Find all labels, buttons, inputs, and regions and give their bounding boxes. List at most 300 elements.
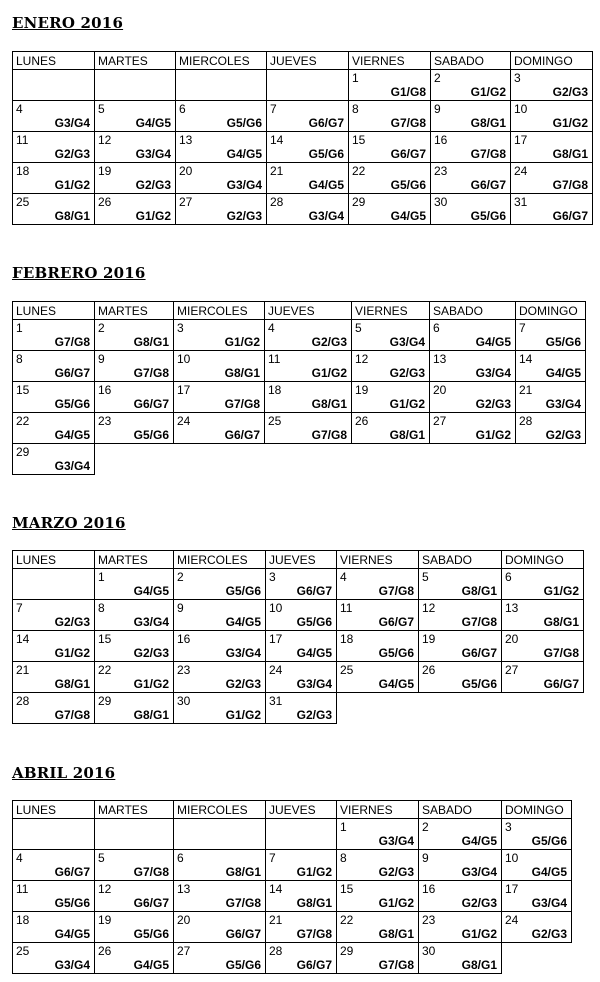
day-cell bbox=[266, 881, 337, 912]
calendar-filler bbox=[419, 693, 502, 724]
group-pair: G1/G2 bbox=[543, 584, 579, 598]
weekday-header-lunes: LUNES bbox=[13, 801, 95, 819]
group-pair: G3/G4 bbox=[461, 865, 497, 879]
group-pair: G1/G2 bbox=[461, 927, 497, 941]
day-number: 25 bbox=[16, 195, 30, 209]
empty-day-cell bbox=[13, 819, 95, 850]
calendar-filler bbox=[502, 943, 572, 974]
day-cell bbox=[511, 163, 593, 194]
day-cell bbox=[95, 163, 176, 194]
day-cell bbox=[174, 693, 266, 724]
group-pair: G7/G8 bbox=[378, 958, 414, 972]
group-pair: G3/G4 bbox=[308, 209, 344, 223]
day-cell bbox=[95, 194, 176, 225]
day-number: 7 bbox=[270, 102, 277, 116]
group-pair: G1/G2 bbox=[296, 865, 332, 879]
day-cell bbox=[430, 413, 516, 444]
day-cell bbox=[267, 101, 349, 132]
group-pair: G1/G8 bbox=[390, 85, 426, 99]
day-number: 24 bbox=[505, 913, 519, 927]
day-number: 12 bbox=[98, 133, 112, 147]
day-number: 17 bbox=[505, 882, 519, 896]
day-number: 30 bbox=[422, 944, 436, 958]
day-number: 22 bbox=[98, 663, 112, 677]
group-pair: G8/G1 bbox=[389, 428, 425, 442]
weekday-header-lunes: LUNES bbox=[13, 302, 95, 320]
day-number: 26 bbox=[355, 414, 369, 428]
calendar-table-enero bbox=[12, 51, 593, 225]
day-cell bbox=[13, 163, 95, 194]
calendar-table-abril bbox=[12, 800, 572, 974]
group-pair: G6/G7 bbox=[54, 865, 90, 879]
group-pair: G5/G6 bbox=[54, 397, 90, 411]
day-number: 17 bbox=[269, 632, 283, 646]
day-number: 4 bbox=[16, 851, 23, 865]
day-cell bbox=[174, 351, 265, 382]
day-number: 12 bbox=[355, 352, 369, 366]
day-number: 11 bbox=[340, 601, 353, 615]
group-pair: G8/G1 bbox=[224, 366, 260, 380]
day-number: 10 bbox=[505, 851, 519, 865]
day-cell bbox=[502, 912, 572, 943]
week-row bbox=[13, 631, 584, 662]
day-cell bbox=[267, 163, 349, 194]
day-cell bbox=[502, 881, 572, 912]
week-row bbox=[13, 943, 572, 974]
week-row bbox=[13, 320, 586, 351]
day-number: 14 bbox=[270, 133, 284, 147]
day-cell bbox=[267, 132, 349, 163]
group-pair: G8/G1 bbox=[552, 147, 588, 161]
group-pair: G6/G7 bbox=[543, 677, 579, 691]
day-number: 28 bbox=[269, 944, 283, 958]
week-row bbox=[13, 662, 584, 693]
day-cell bbox=[95, 881, 174, 912]
group-pair: G1/G2 bbox=[225, 708, 261, 722]
day-cell bbox=[337, 631, 419, 662]
day-number: 13 bbox=[177, 882, 191, 896]
day-number: 3 bbox=[505, 820, 512, 834]
day-cell bbox=[13, 693, 95, 724]
day-number: 9 bbox=[434, 102, 441, 116]
group-pair: G7/G8 bbox=[378, 584, 414, 598]
day-number: 25 bbox=[340, 663, 354, 677]
day-number: 1 bbox=[340, 820, 347, 834]
day-cell bbox=[419, 819, 502, 850]
weekday-header-martes: MARTES bbox=[95, 52, 176, 70]
day-cell bbox=[13, 600, 95, 631]
day-cell bbox=[337, 881, 419, 912]
group-pair: G6/G7 bbox=[225, 927, 261, 941]
day-cell bbox=[174, 320, 265, 351]
group-pair: G8/G1 bbox=[225, 865, 261, 879]
group-pair: G6/G7 bbox=[308, 116, 344, 130]
day-number: 29 bbox=[340, 944, 354, 958]
group-pair: G8/G1 bbox=[461, 584, 497, 598]
day-cell bbox=[349, 163, 431, 194]
day-number: 3 bbox=[269, 570, 276, 584]
day-number: 26 bbox=[422, 663, 436, 677]
day-cell bbox=[502, 850, 572, 881]
group-pair: G4/G5 bbox=[133, 958, 169, 972]
day-cell bbox=[337, 912, 419, 943]
day-number: 12 bbox=[422, 601, 436, 615]
group-pair: G4/G5 bbox=[531, 865, 567, 879]
day-number: 17 bbox=[177, 383, 191, 397]
group-pair: G2/G3 bbox=[389, 366, 425, 380]
day-cell bbox=[174, 631, 266, 662]
weekday-header-jueves: JUEVES bbox=[266, 551, 337, 569]
group-pair: G6/G7 bbox=[470, 178, 506, 192]
day-number: 14 bbox=[519, 352, 533, 366]
group-pair: G2/G3 bbox=[133, 646, 169, 660]
day-cell bbox=[174, 569, 266, 600]
day-number: 8 bbox=[98, 601, 105, 615]
calendar-filler bbox=[174, 444, 265, 475]
day-cell bbox=[95, 320, 174, 351]
day-cell bbox=[174, 413, 265, 444]
group-pair: G1/G2 bbox=[475, 428, 511, 442]
group-pair: G1/G2 bbox=[54, 646, 90, 660]
day-number: 16 bbox=[177, 632, 191, 646]
day-number: 4 bbox=[16, 102, 23, 116]
day-cell bbox=[431, 70, 511, 101]
weekday-header-martes: MARTES bbox=[95, 801, 174, 819]
day-cell bbox=[95, 382, 174, 413]
week-row bbox=[13, 163, 593, 194]
day-cell bbox=[265, 413, 352, 444]
day-cell bbox=[502, 569, 584, 600]
calendar-filler bbox=[516, 444, 586, 475]
day-cell bbox=[502, 600, 584, 631]
day-cell bbox=[337, 819, 419, 850]
group-pair: G4/G5 bbox=[390, 209, 426, 223]
day-cell bbox=[266, 912, 337, 943]
day-cell bbox=[95, 850, 174, 881]
day-number: 10 bbox=[177, 352, 191, 366]
weekday-header-sabado: SABADO bbox=[431, 52, 511, 70]
group-pair: G2/G3 bbox=[545, 428, 581, 442]
group-pair: G6/G7 bbox=[296, 958, 332, 972]
day-number: 30 bbox=[434, 195, 448, 209]
day-cell bbox=[337, 943, 419, 974]
day-number: 18 bbox=[268, 383, 282, 397]
weekday-header-jueves: JUEVES bbox=[266, 801, 337, 819]
day-cell bbox=[174, 662, 266, 693]
day-cell bbox=[176, 132, 267, 163]
group-pair: G4/G5 bbox=[226, 147, 262, 161]
day-cell bbox=[430, 320, 516, 351]
day-cell bbox=[419, 600, 502, 631]
day-cell bbox=[265, 382, 352, 413]
day-number: 4 bbox=[268, 321, 275, 335]
day-number: 6 bbox=[179, 102, 186, 116]
group-pair: G8/G1 bbox=[543, 615, 579, 629]
group-pair: G2/G3 bbox=[378, 865, 414, 879]
group-pair: G6/G7 bbox=[224, 428, 260, 442]
weekday-header-miercoles: MIERCOLES bbox=[174, 801, 266, 819]
day-number: 19 bbox=[422, 632, 436, 646]
day-cell bbox=[95, 569, 174, 600]
day-number: 23 bbox=[434, 164, 448, 178]
day-number: 2 bbox=[422, 820, 429, 834]
day-cell bbox=[95, 600, 174, 631]
group-pair: G7/G8 bbox=[311, 428, 347, 442]
day-cell bbox=[502, 631, 584, 662]
group-pair: G8/G1 bbox=[133, 335, 169, 349]
day-number: 8 bbox=[352, 102, 359, 116]
day-number: 19 bbox=[98, 913, 112, 927]
day-number: 31 bbox=[514, 195, 528, 209]
day-cell bbox=[176, 194, 267, 225]
day-cell bbox=[266, 569, 337, 600]
day-number: 26 bbox=[98, 944, 112, 958]
day-cell bbox=[511, 70, 593, 101]
day-cell bbox=[95, 413, 174, 444]
group-pair: G4/G5 bbox=[461, 834, 497, 848]
group-pair: G3/G4 bbox=[296, 677, 332, 691]
weekday-header-sabado: SABADO bbox=[430, 302, 516, 320]
day-number: 19 bbox=[355, 383, 369, 397]
day-cell bbox=[13, 194, 95, 225]
group-pair: G6/G7 bbox=[133, 896, 169, 910]
day-number: 3 bbox=[177, 321, 184, 335]
group-pair: G5/G6 bbox=[470, 209, 506, 223]
group-pair: G4/G5 bbox=[475, 335, 511, 349]
group-pair: G6/G7 bbox=[390, 147, 426, 161]
day-cell bbox=[265, 351, 352, 382]
group-pair: G1/G2 bbox=[470, 85, 506, 99]
day-cell bbox=[516, 351, 586, 382]
day-number: 29 bbox=[352, 195, 366, 209]
group-pair: G7/G8 bbox=[461, 615, 497, 629]
day-number: 1 bbox=[98, 570, 105, 584]
day-cell bbox=[266, 600, 337, 631]
group-pair: G6/G7 bbox=[378, 615, 414, 629]
day-cell bbox=[266, 850, 337, 881]
day-number: 6 bbox=[177, 851, 184, 865]
day-number: 21 bbox=[269, 913, 283, 927]
group-pair: G3/G4 bbox=[54, 116, 90, 130]
day-number: 5 bbox=[422, 570, 429, 584]
day-number: 8 bbox=[16, 352, 23, 366]
weekday-header-domingo: DOMINGO bbox=[511, 52, 593, 70]
weekday-header-viernes: VIERNES bbox=[352, 302, 430, 320]
calendar-table-marzo bbox=[12, 550, 584, 724]
day-cell bbox=[176, 101, 267, 132]
week-row bbox=[13, 569, 584, 600]
day-cell bbox=[13, 351, 95, 382]
day-cell bbox=[267, 194, 349, 225]
group-pair: G5/G6 bbox=[226, 116, 262, 130]
day-cell bbox=[352, 351, 430, 382]
day-cell bbox=[419, 569, 502, 600]
month-title-febrero: FEBRERO 2016 bbox=[12, 264, 146, 282]
day-number: 30 bbox=[177, 694, 191, 708]
day-cell bbox=[13, 943, 95, 974]
day-cell bbox=[13, 382, 95, 413]
day-number: 29 bbox=[98, 694, 112, 708]
group-pair: G1/G2 bbox=[224, 335, 260, 349]
group-pair: G4/G5 bbox=[308, 178, 344, 192]
day-number: 6 bbox=[433, 321, 440, 335]
day-cell bbox=[266, 631, 337, 662]
weekday-header-miercoles: MIERCOLES bbox=[176, 52, 267, 70]
group-pair: G4/G5 bbox=[545, 366, 581, 380]
day-cell bbox=[352, 382, 430, 413]
day-number: 10 bbox=[269, 601, 283, 615]
day-cell bbox=[266, 693, 337, 724]
group-pair: G8/G1 bbox=[133, 708, 169, 722]
group-pair: G7/G8 bbox=[552, 178, 588, 192]
group-pair: G2/G3 bbox=[461, 896, 497, 910]
group-pair: G3/G4 bbox=[54, 459, 90, 473]
group-pair: G4/G5 bbox=[296, 646, 332, 660]
group-pair: G7/G8 bbox=[296, 927, 332, 941]
day-cell bbox=[265, 320, 352, 351]
day-number: 7 bbox=[269, 851, 276, 865]
day-number: 15 bbox=[340, 882, 354, 896]
weekday-header-martes: MARTES bbox=[95, 302, 174, 320]
day-number: 19 bbox=[98, 164, 112, 178]
day-cell bbox=[349, 194, 431, 225]
day-number: 26 bbox=[98, 195, 112, 209]
day-cell bbox=[349, 101, 431, 132]
month-title-marzo: MARZO 2016 bbox=[12, 514, 126, 532]
day-number: 1 bbox=[16, 321, 23, 335]
day-cell bbox=[516, 320, 586, 351]
group-pair: G2/G3 bbox=[225, 677, 261, 691]
weekday-header-domingo: DOMINGO bbox=[502, 801, 572, 819]
empty-day-cell bbox=[266, 819, 337, 850]
group-pair: G3/G4 bbox=[225, 646, 261, 660]
group-pair: G5/G6 bbox=[378, 646, 414, 660]
day-cell bbox=[266, 662, 337, 693]
calendar-filler bbox=[352, 444, 430, 475]
day-number: 21 bbox=[519, 383, 533, 397]
day-cell bbox=[516, 382, 586, 413]
day-number: 20 bbox=[177, 913, 191, 927]
day-number: 24 bbox=[177, 414, 191, 428]
day-number: 25 bbox=[268, 414, 282, 428]
week-row bbox=[13, 850, 572, 881]
day-number: 11 bbox=[16, 882, 29, 896]
day-number: 14 bbox=[269, 882, 283, 896]
day-cell bbox=[13, 132, 95, 163]
month-title-enero: ENERO 2016 bbox=[12, 14, 124, 32]
day-cell bbox=[174, 382, 265, 413]
empty-day-cell bbox=[176, 70, 267, 101]
weekday-header-sabado: SABADO bbox=[419, 551, 502, 569]
group-pair: G4/G5 bbox=[54, 428, 90, 442]
group-pair: G1/G2 bbox=[552, 116, 588, 130]
group-pair: G7/G8 bbox=[470, 147, 506, 161]
day-number: 16 bbox=[98, 383, 112, 397]
day-cell bbox=[502, 819, 572, 850]
day-number: 9 bbox=[422, 851, 429, 865]
day-number: 28 bbox=[270, 195, 284, 209]
day-cell bbox=[430, 351, 516, 382]
weekday-header-viernes: VIERNES bbox=[337, 551, 419, 569]
day-cell bbox=[95, 132, 176, 163]
group-pair: G6/G7 bbox=[461, 646, 497, 660]
day-number: 15 bbox=[16, 383, 30, 397]
day-number: 18 bbox=[340, 632, 354, 646]
weekday-header-sabado: SABADO bbox=[419, 801, 502, 819]
day-number: 23 bbox=[177, 663, 191, 677]
day-cell bbox=[431, 132, 511, 163]
group-pair: G5/G6 bbox=[133, 428, 169, 442]
day-number: 27 bbox=[177, 944, 191, 958]
group-pair: G3/G4 bbox=[226, 178, 262, 192]
weekday-header-lunes: LUNES bbox=[13, 551, 95, 569]
weekday-header-domingo: DOMINGO bbox=[502, 551, 584, 569]
group-pair: G8/G1 bbox=[296, 896, 332, 910]
group-pair: G7/G8 bbox=[225, 896, 261, 910]
day-cell bbox=[431, 101, 511, 132]
day-number: 5 bbox=[98, 102, 105, 116]
group-pair: G5/G6 bbox=[531, 834, 567, 848]
day-number: 6 bbox=[505, 570, 512, 584]
group-pair: G1/G2 bbox=[133, 677, 169, 691]
group-pair: G3/G4 bbox=[133, 615, 169, 629]
day-cell bbox=[174, 912, 266, 943]
day-cell bbox=[13, 413, 95, 444]
group-pair: G8/G1 bbox=[54, 677, 90, 691]
group-pair: G3/G4 bbox=[389, 335, 425, 349]
day-number: 23 bbox=[422, 913, 436, 927]
day-number: 27 bbox=[179, 195, 193, 209]
weekday-header-martes: MARTES bbox=[95, 551, 174, 569]
day-number: 25 bbox=[16, 944, 30, 958]
day-cell bbox=[13, 444, 95, 475]
day-number: 2 bbox=[434, 71, 441, 85]
group-pair: G6/G7 bbox=[133, 397, 169, 411]
week-row bbox=[13, 351, 586, 382]
day-cell bbox=[337, 850, 419, 881]
day-number: 3 bbox=[514, 71, 521, 85]
day-number: 10 bbox=[514, 102, 528, 116]
day-cell bbox=[352, 413, 430, 444]
day-cell bbox=[419, 881, 502, 912]
weekday-header-miercoles: MIERCOLES bbox=[174, 302, 265, 320]
weekday-header-viernes: VIERNES bbox=[349, 52, 431, 70]
group-pair: G2/G3 bbox=[54, 147, 90, 161]
weekday-header-row bbox=[13, 801, 572, 819]
day-cell bbox=[430, 382, 516, 413]
day-number: 24 bbox=[514, 164, 528, 178]
day-number: 8 bbox=[340, 851, 347, 865]
day-cell bbox=[95, 631, 174, 662]
day-cell bbox=[349, 70, 431, 101]
weekday-header-domingo: DOMINGO bbox=[516, 302, 586, 320]
day-number: 18 bbox=[16, 913, 30, 927]
weekday-header-row bbox=[13, 52, 593, 70]
day-cell bbox=[349, 132, 431, 163]
week-row bbox=[13, 819, 572, 850]
group-pair: G8/G1 bbox=[378, 927, 414, 941]
day-number: 16 bbox=[422, 882, 436, 896]
day-cell bbox=[511, 101, 593, 132]
group-pair: G5/G6 bbox=[133, 927, 169, 941]
day-number: 1 bbox=[352, 71, 359, 85]
day-number: 4 bbox=[340, 570, 347, 584]
group-pair: G5/G6 bbox=[54, 896, 90, 910]
weekday-header-row bbox=[13, 302, 586, 320]
empty-day-cell bbox=[267, 70, 349, 101]
day-cell bbox=[516, 413, 586, 444]
week-row bbox=[13, 912, 572, 943]
